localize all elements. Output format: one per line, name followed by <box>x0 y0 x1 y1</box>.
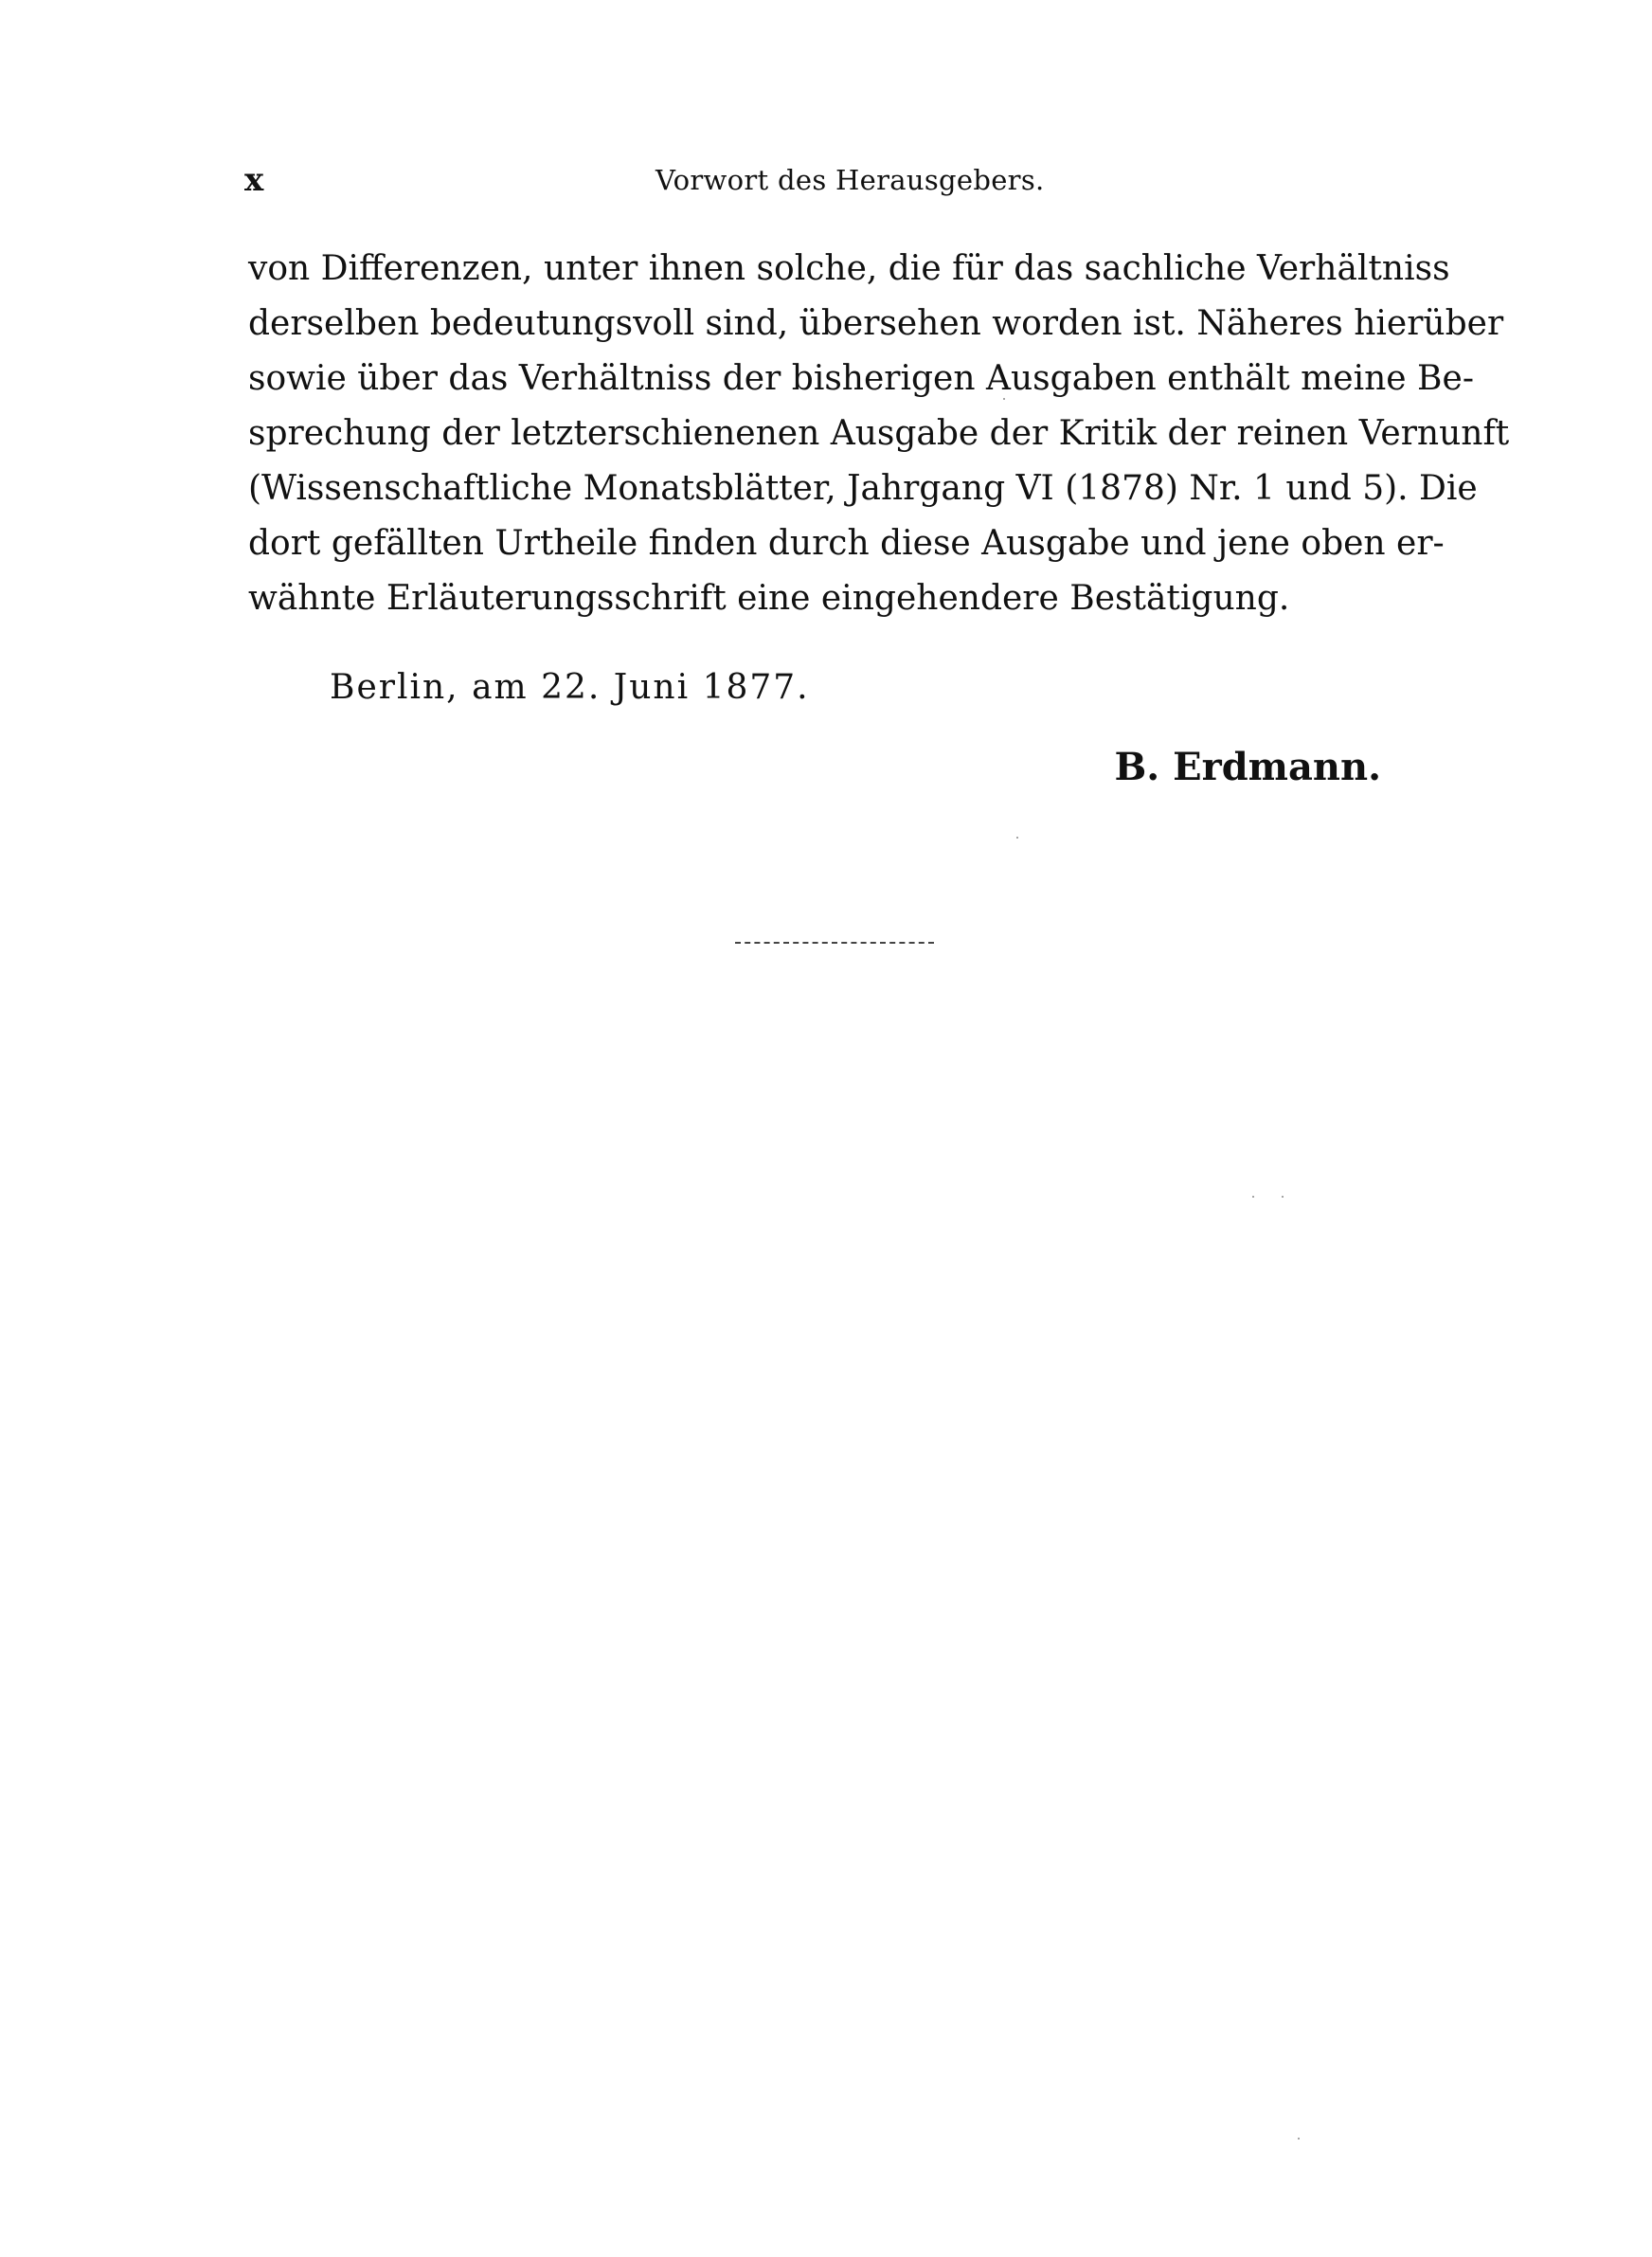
body-line: dort gefällten Urtheile finden durch diese Ausgabe und jene oben er- <box>248 524 1445 563</box>
end-rule <box>735 942 934 944</box>
scan-speck <box>1252 1196 1254 1198</box>
running-title: Vorwort des Herausgebers. <box>655 164 1045 196</box>
body-line: derselben bedeutungsvoll sind, übersehen worden ist. Näheres hierüber <box>248 304 1504 343</box>
scan-speck <box>1003 398 1005 400</box>
body-line: sowie über das Verhältniss der bisherigen Ausgaben enthält meine Be- <box>248 359 1474 398</box>
scan-speck <box>1298 2138 1300 2140</box>
scan-speck <box>1282 1196 1284 1198</box>
scan-speck <box>1016 837 1018 839</box>
body-paragraph <box>248 242 1510 626</box>
dateline: Berlin, am 22. Juni 1877. <box>330 668 810 707</box>
body-line: (Wissenschaftliche Monatsblätter, Jahrgang VI (1878) Nr. 1 und 5). Die <box>248 469 1478 508</box>
body-line: von Differenzen, unter ihnen solche, die für das sachliche Verhältniss <box>248 249 1450 288</box>
body-line: wähnte Erläuterungsschrift eine eingehendere Bestätigung. <box>248 579 1290 618</box>
page-number: x <box>244 161 264 199</box>
body-line: sprechung der letzterschienenen Ausgabe der Kritik der reinen Vernunft <box>248 414 1510 453</box>
signature: B. Erdmann. <box>1114 745 1381 789</box>
